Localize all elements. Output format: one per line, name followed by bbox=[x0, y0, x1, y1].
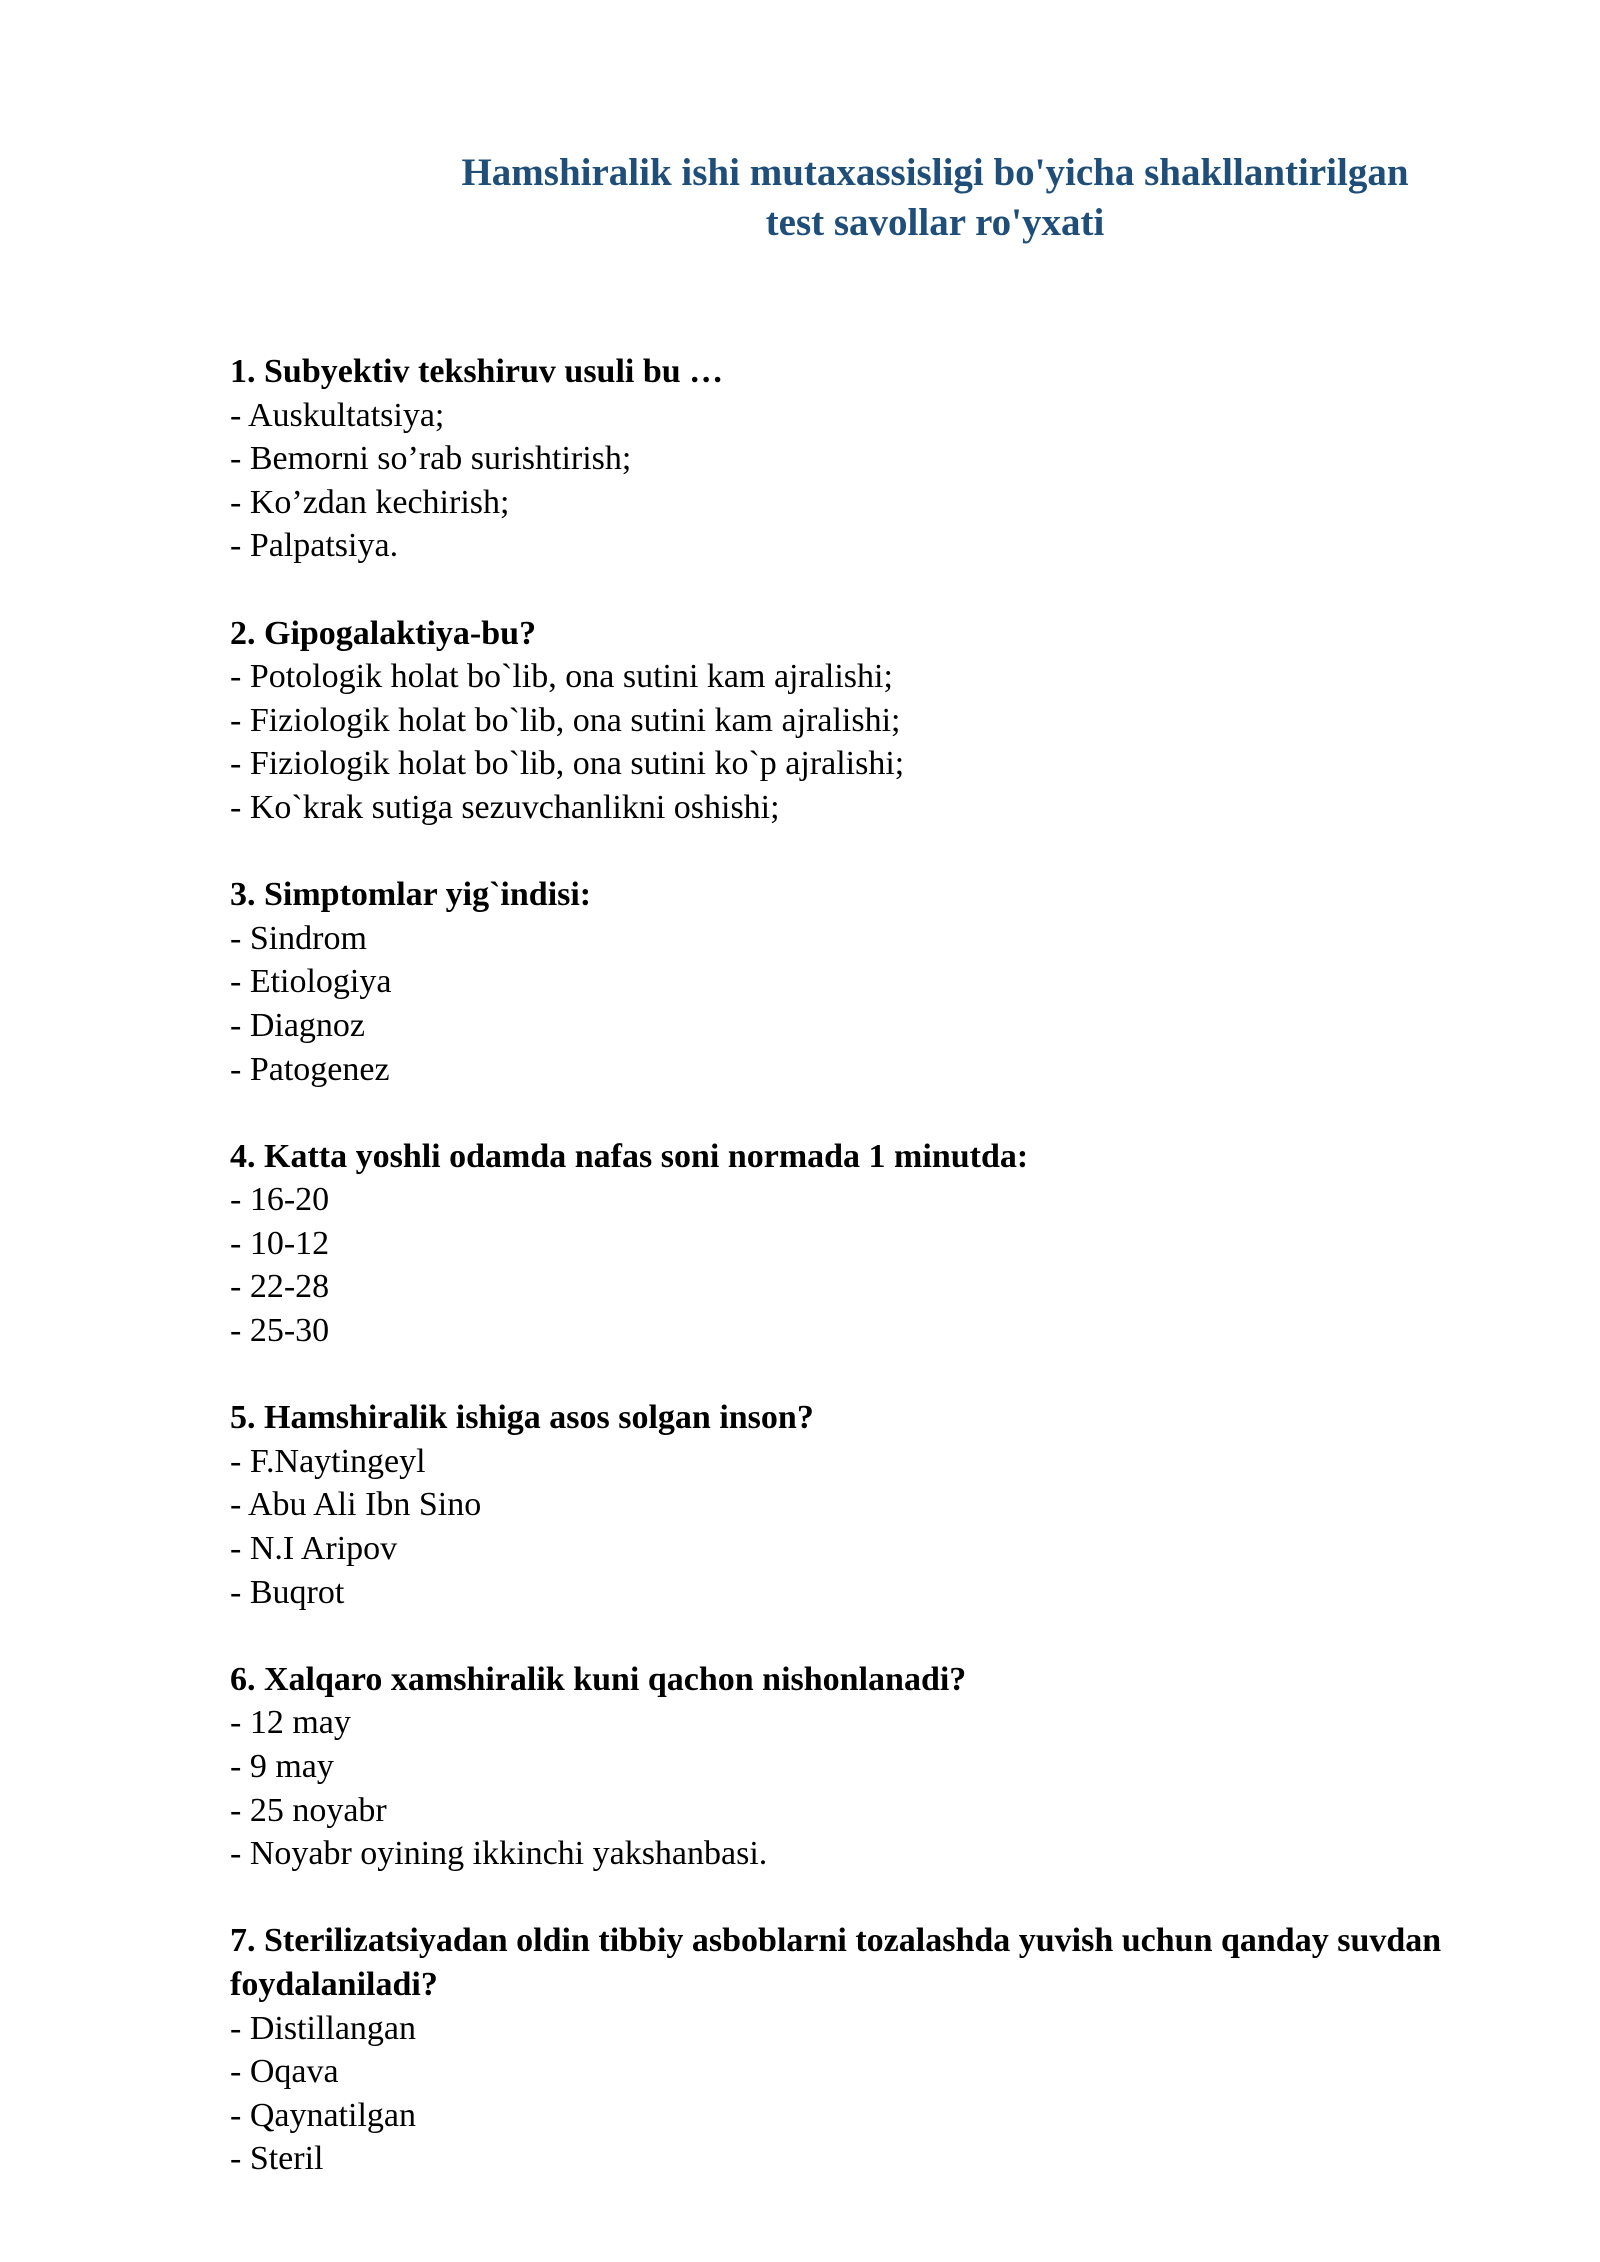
question-item bbox=[230, 1396, 1470, 1614]
answer-option: - Fiziologik holat bo`lib, ona sutini ko`p ajralishi; bbox=[230, 745, 905, 783]
answer-option: - Qaynatilgan bbox=[230, 2096, 416, 2134]
question-text: 1. Subyektiv tekshiruv usuli bu … bbox=[230, 353, 724, 390]
answer-option: - Sindrom bbox=[230, 919, 367, 957]
question-text: 7. Sterilizatsiyadan oldin tibbiy asboblarni tozalashda yuvish uchun qanday suvdan foydalaniladi? bbox=[230, 1922, 1442, 2003]
answer-option: - Steril bbox=[230, 2140, 324, 2178]
answer-option: - Auskultatsiya; bbox=[230, 396, 445, 434]
answer-option: - Palpatsiya. bbox=[230, 527, 399, 565]
question-item bbox=[230, 1135, 1470, 1353]
answer-option: - Patogenez bbox=[230, 1050, 390, 1088]
answer-option: - 25-30 bbox=[230, 1312, 330, 1350]
question-item bbox=[230, 1658, 1470, 1876]
answer-option: - 22-28 bbox=[230, 1268, 330, 1306]
question-text: 5. Hamshiralik ishiga asos solgan inson? bbox=[230, 1399, 814, 1437]
question-item bbox=[230, 350, 1470, 568]
answer-option: - Potologik holat bo`lib, ona sutini kam ajralishi; bbox=[230, 658, 893, 696]
question-text: 6. Xalqaro xamshiralik kuni qachon nishonlanadi? bbox=[230, 1660, 967, 1698]
question-list bbox=[230, 350, 1470, 2225]
answer-option: - N.I Aripov bbox=[230, 1530, 398, 1568]
title-line-2: test savollar ro'yxati bbox=[765, 201, 1105, 244]
answer-option: - Fiziologik holat bo`lib, ona sutini kam ajralishi; bbox=[230, 701, 901, 739]
question-text: 2. Gipogalaktiya-bu? bbox=[230, 614, 537, 652]
answer-option: - 10-12 bbox=[230, 1224, 330, 1262]
answer-option: - Etiologiya bbox=[230, 963, 392, 1001]
answer-option: - Ko`krak sutiga sezuvchanlikni oshishi; bbox=[230, 788, 780, 826]
answer-option: - 16-20 bbox=[230, 1181, 330, 1219]
answer-option: - Buqrot bbox=[230, 1573, 345, 1611]
answer-option: - F.Naytingeyl bbox=[230, 1442, 426, 1480]
answer-option: - Noyabr oyining ikkinchi yakshanbasi. bbox=[230, 1835, 768, 1873]
answer-option: - Bemorni so’rab surishtirish; bbox=[230, 440, 632, 478]
answer-option: - 25 noyabr bbox=[230, 1791, 387, 1829]
answer-option: - 9 may bbox=[230, 1748, 334, 1785]
document-title bbox=[0, 148, 1600, 248]
answer-option: - Ko’zdan kechirish; bbox=[230, 483, 510, 521]
answer-option: - Diagnoz bbox=[230, 1006, 366, 1044]
answer-option: - Distillangan bbox=[230, 2009, 417, 2047]
question-item bbox=[230, 1919, 1470, 2181]
title-line-1: Hamshiralik ishi mutaxassisligi bo'yicha shakllantirilgan bbox=[461, 151, 1409, 194]
question-text: 3. Simptomlar yig`indisi: bbox=[230, 876, 592, 914]
answer-option: - 12 may bbox=[230, 1704, 351, 1742]
answer-option: - Abu Ali Ibn Sino bbox=[230, 1486, 482, 1524]
question-text: 4. Katta yoshli odamda nafas soni normada 1 minutda: bbox=[230, 1137, 1029, 1175]
answer-option: - Oqava bbox=[230, 2053, 339, 2091]
question-item bbox=[230, 612, 1470, 830]
question-item bbox=[230, 873, 1470, 1091]
